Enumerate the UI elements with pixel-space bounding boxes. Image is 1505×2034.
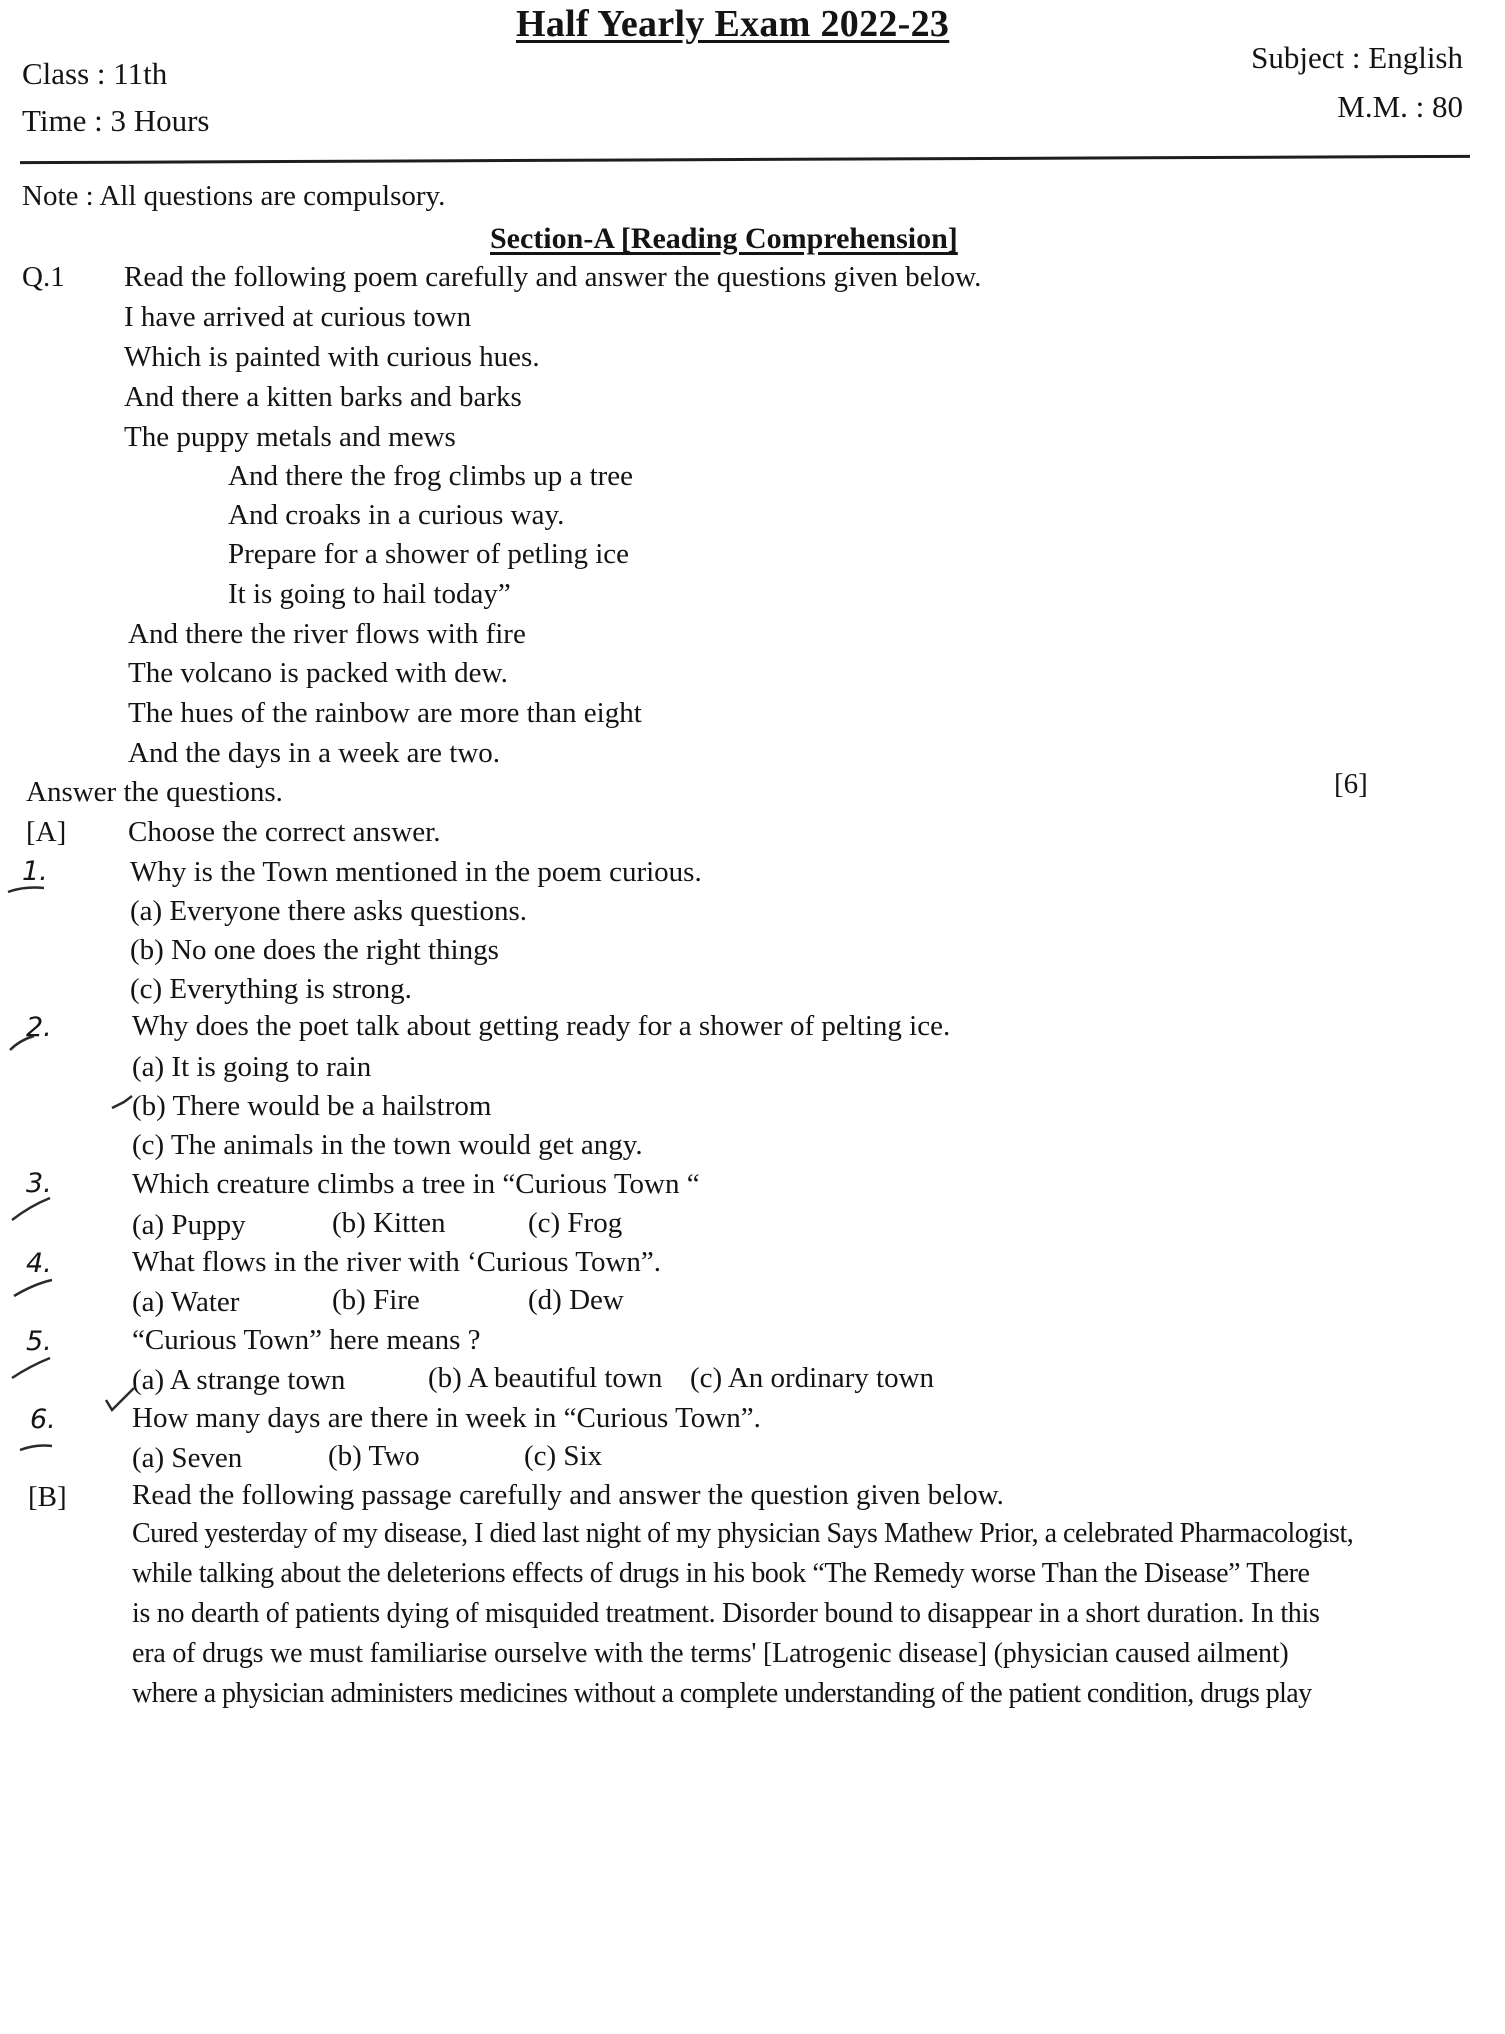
passage-line: where a physician administers medicines without a complete understanding of the patient condition, drugs play — [132, 1678, 1312, 1709]
pen-tick-mark — [12, 1358, 50, 1378]
poem-line: And the days in a week are two. — [128, 737, 501, 769]
part-a-instruction: Choose the correct answer. — [128, 816, 441, 848]
handwritten-marks — [0, 840, 160, 1540]
mcq-option: (d) Dew — [528, 1284, 624, 1316]
poem-line: Which is painted with curious hues. — [124, 341, 540, 373]
section-a-title: Section-A [Reading Comprehension] — [490, 222, 958, 255]
mcq-question: What flows in the river with ‘Curious Town”. — [132, 1246, 662, 1278]
header-divider — [20, 155, 1470, 164]
mcq-option: (a) Everyone there asks questions. — [130, 895, 528, 927]
max-marks-label: M.M. : 80 — [1337, 89, 1463, 124]
passage-line: while talking about the deleterions effects of drugs in his book “The Remedy worse Than the Disease” There — [132, 1558, 1310, 1589]
passage-line: Cured yesterday of my disease, I died last night of my physician Says Mathew Prior, a celebrated Pharmacologist, — [132, 1518, 1354, 1549]
mcq-option: (b) A beautiful town — [428, 1362, 663, 1394]
mcq-question: Why does the poet talk about getting ready for a shower of pelting ice. — [132, 1010, 951, 1042]
poem-line: And there the frog climbs up a tree — [228, 460, 634, 492]
subject-label: Subject : English — [1251, 40, 1463, 75]
mcq-question: “Curious Town” here means ? — [132, 1324, 481, 1356]
pen-tick-mark — [14, 1280, 52, 1296]
mcq-option: (a) Puppy — [132, 1209, 246, 1241]
poem-line: Prepare for a shower of petling ice — [228, 538, 630, 570]
part-a-label: [A] — [26, 816, 67, 848]
mcq-option: (a) A strange town — [132, 1364, 346, 1396]
part-b-label: [B] — [28, 1481, 67, 1513]
poem-line: I have arrived at curious town — [124, 301, 472, 333]
mcq-option: (b) No one does the right things — [130, 934, 499, 966]
time-label: Time : 3 Hours — [22, 103, 210, 138]
exam-title: Half Yearly Exam 2022-23 — [516, 3, 950, 45]
poem-line: And there the river flows with fire — [128, 618, 526, 650]
q1-instruction: Read the following poem carefully and answer the questions given below. — [124, 261, 982, 293]
mcq-option: (b) Two — [328, 1440, 420, 1472]
mcq-option: (c) An ordinary town — [690, 1362, 935, 1394]
mcq-option: (a) Water — [132, 1286, 240, 1318]
passage-line: era of drugs we must familiarise ourselve with the terms' [Latrogenic disease] (physician caused ailment) — [132, 1638, 1289, 1669]
answer-prompt: Answer the questions. — [26, 776, 283, 808]
poem-line: And there a kitten barks and barks — [124, 381, 522, 413]
mcq-option: (b) There would be a hailstrom — [132, 1090, 492, 1122]
pen-tick-mark — [12, 1198, 50, 1220]
question-number: 6. — [30, 1404, 56, 1435]
pen-tick-mark — [20, 1446, 52, 1451]
poem-line: The volcano is packed with dew. — [128, 657, 508, 689]
pen-tick-mark — [112, 1096, 132, 1108]
question-number-q1: Q.1 — [22, 261, 65, 293]
class-label: Class : 11th — [22, 56, 168, 91]
mcq-option: (b) Kitten — [332, 1207, 446, 1239]
mcq-option: (a) It is going to rain — [132, 1051, 372, 1083]
mcq-option: (a) Seven — [132, 1442, 243, 1474]
mcq-question: How many days are there in week in “Curious Town”. — [132, 1402, 761, 1434]
part-b-instruction: Read the following passage carefully and answer the question given below. — [132, 1479, 1004, 1511]
mcq-option: (c) Six — [524, 1440, 603, 1472]
mcq-question: Which creature climbs a tree in “Curious Town “ — [132, 1168, 700, 1200]
question-number: 5. — [26, 1326, 52, 1357]
question-number: 2. — [26, 1012, 52, 1043]
poem-line: It is going to hail today” — [228, 578, 511, 610]
pen-tick-mark — [10, 1036, 34, 1050]
mcq-option: (c) Frog — [528, 1207, 623, 1239]
marks-badge: [6] — [1334, 768, 1368, 800]
question-number: 4. — [26, 1248, 52, 1279]
mcq-option: (b) Fire — [332, 1284, 420, 1316]
poem-line: And croaks in a curious way. — [228, 499, 565, 531]
note-text: Note : All questions are compulsory. — [22, 180, 446, 212]
mcq-option: (c) Everything is strong. — [130, 973, 412, 1005]
question-number: 1. — [22, 856, 48, 887]
passage-line: is no dearth of patients dying of misquided treatment. Disorder bound to disappear in a short duration. In this — [132, 1598, 1320, 1629]
mcq-question: Why is the Town mentioned in the poem curious. — [130, 856, 702, 888]
poem-line: The puppy metals and mews — [124, 421, 456, 453]
mcq-option: (c) The animals in the town would get angy. — [132, 1129, 643, 1161]
poem-line: The hues of the rainbow are more than eight — [128, 697, 642, 729]
pen-tick-mark — [8, 888, 44, 893]
pen-tick-mark — [106, 1388, 134, 1410]
question-number: 3. — [26, 1168, 52, 1199]
